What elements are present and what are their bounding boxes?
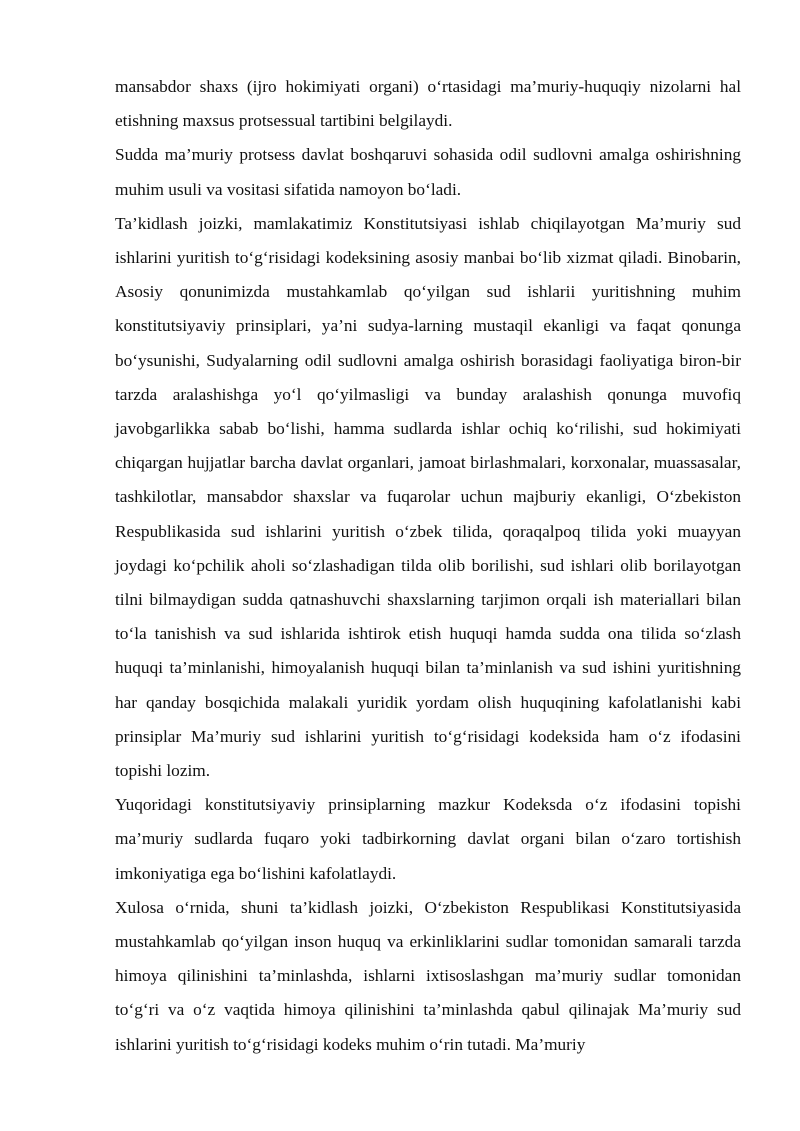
paragraph-4: Yuqoridagi konstitutsiyaviy prinsiplarning mazkur Kodeksda o‘z ifodasini topishi ma’muriy sudlarda fuqaro yoki tadbirkorning davlat organi bilan o‘zaro tortishish imkoniyatiga ega bo‘lishini kafolatlaydi. xyxy=(115,795,741,883)
body-text xyxy=(115,70,741,1062)
paragraph-2: Sudda ma’muriy protsess davlat boshqaruvi sohasida odil sudlovni amalga oshirishning muhim usuli va vositasi sifatida namoyon bo‘ladi. xyxy=(115,145,741,199)
paragraph-5: Xulosa o‘rnida, shuni ta’kidlash joizki, O‘zbekiston Respublikasi Konstitutsiyasida mustahkamlab qo‘yilgan inson huquq va erkinliklarini sudlar tomonidan samarali tarzda himoya qilinishini ta’minlashda, ishlarni ixtisoslashgan ma’muriy sudlar tomonidan to‘g‘ri va o‘z vaqtida himoya qilinishini ta’minlashda qabul qilinajak Ma’muriy sud ishlarini yuritish to‘g‘risidagi kodeks muhim o‘rin tutadi. Ma’muriy xyxy=(115,897,741,1054)
paragraph-3: Ta’kidlash joizki, mamlakatimiz Konstitutsiyasi ishlab chiqilayotgan Ma’muriy sud ishlarini yuritish to‘g‘risidagi kodeksining asosiy manbai bo‘lib xizmat qiladi. Binobarin, Asosiy qonunimizda mustahkamlab qo‘yilgan sud ishlarii yuritishning muhim konstitutsiyaviy prinsiplari, ya’ni sudya-larning mustaqil ekanligi va faqat qonunga bo‘ysunishi, Sudyalarning odil sudlovni amalga oshirish borasidagi faoliyatiga biron-bir tarzda aralashishga yo‘l qo‘yilmasligi va bunday aralashish qonunga muvofiq javobgarlikka sabab bo‘lishi, hamma sudlarda ishlar ochiq ko‘rilishi, sud hokimiyati chiqargan hujjatlar barcha davlat organlari, jamoat birlashmalari, korxonalar, muassasalar, tashkilotlar, mansabdor shaxslar va fuqarolar uchun majburiy ekanligi, O‘zbekiston Respublikasida sud ishlarini yuritish o‘zbek tilida, qoraqalpoq tilida yoki muayyan joydagi ko‘pchilik aholi so‘zlashadigan tilda olib borilishi, sud ishlari olib borilayotgan tilni bilmaydigan sudda qatnashuvchi shaxslarning tarjimon orqali ish materiallari bilan to‘la tanishish va sud ishlarida ishtirok etish huquqi hamda sudda ona tilida so‘zlash huquqi ta’minlanishi, himoyalanish huquqi bilan ta’minlanish va sud ishini yuritishning har qanday bosqichida malakali yuridik yordam olish huquqining kafolatlanishi kabi prinsiplar Ma’muriy sud ishlarini yuritish to‘g‘risidagi kodeksida ham o‘z ifodasini topishi lozim. xyxy=(115,213,741,781)
paragraph-1: mansabdor shaxs (ijro hokimiyati organi) o‘rtasidagi ma’muriy-huquqiy nizolarni hal etishning maxsus protsessual tartibini belgilaydi. xyxy=(115,77,741,131)
